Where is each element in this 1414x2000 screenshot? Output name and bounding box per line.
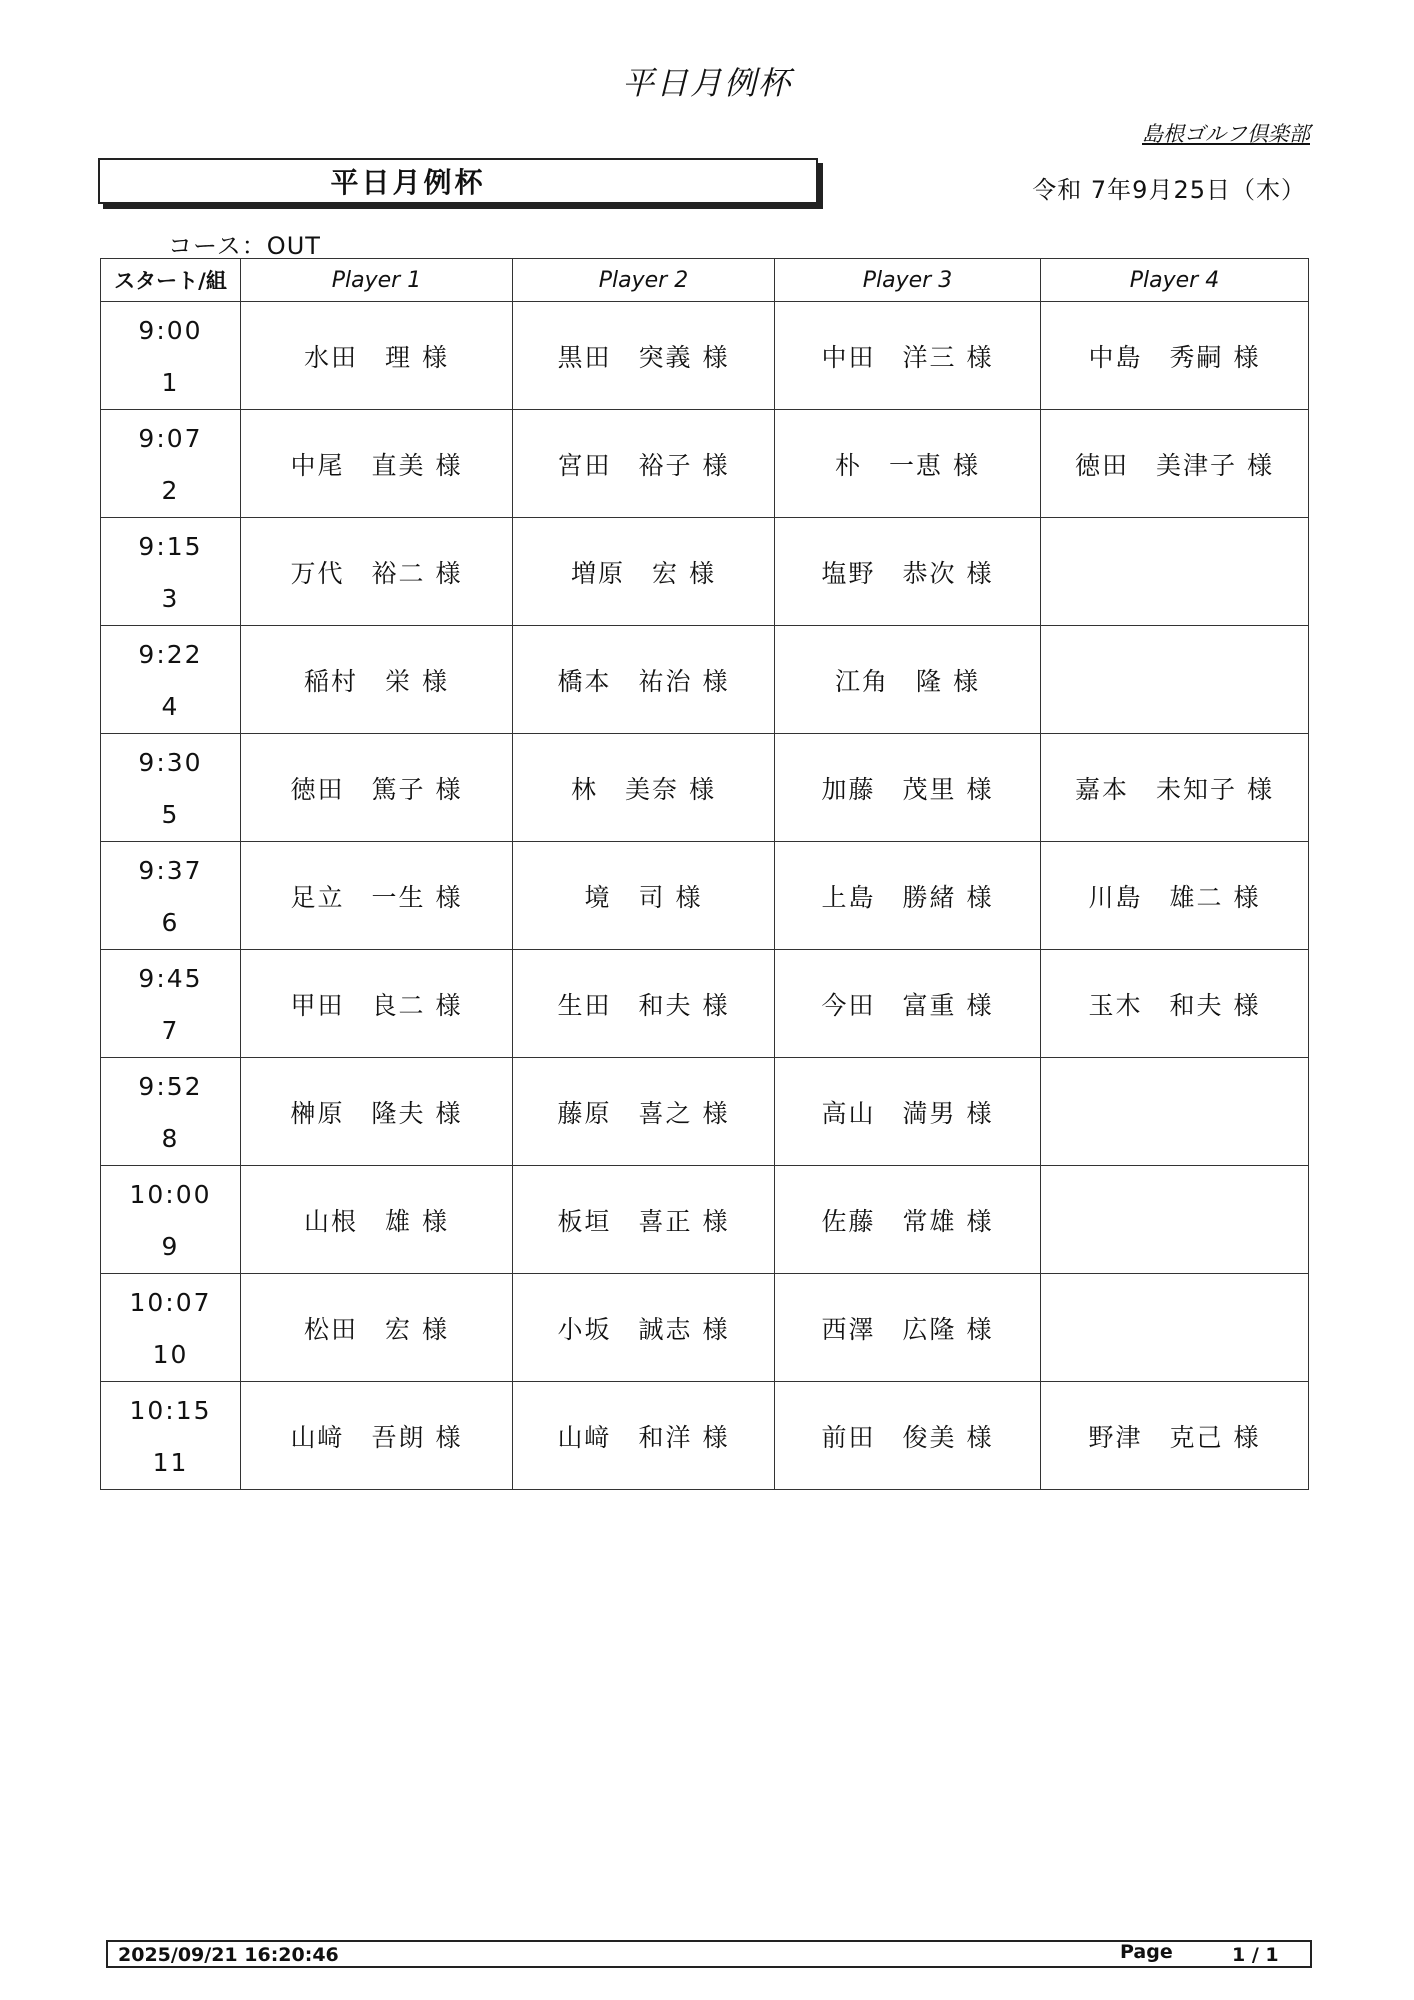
group-number: 8 [161, 1124, 180, 1153]
printed-timestamp: 2025/09/21 16:20:46 [118, 1944, 339, 1966]
table-row [101, 626, 1309, 734]
group-number: 5 [161, 800, 180, 829]
event-date: 令和 7年9月25日（木） [1032, 176, 1306, 204]
start-time: 9:37 [138, 856, 203, 885]
player-cell: 山﨑 吾朗 様 [241, 1382, 513, 1490]
player-cell [1041, 518, 1309, 626]
player-cell: 嘉本 未知子 様 [1041, 734, 1309, 842]
event-title-box [98, 158, 818, 204]
group-number: 6 [161, 908, 180, 937]
player-cell: 林 美奈 様 [513, 734, 775, 842]
player-cell: 中田 洋三 様 [775, 302, 1041, 410]
player-cell: 徳田 美津子 様 [1041, 410, 1309, 518]
table-row [101, 1274, 1309, 1382]
player-cell: 佐藤 常雄 様 [775, 1166, 1041, 1274]
group-number: 1 [161, 368, 180, 397]
table-row [101, 842, 1309, 950]
player-cell: 今田 富重 様 [775, 950, 1041, 1058]
player-cell: 小坂 誠志 様 [513, 1274, 775, 1382]
club-name: 島根ゴルフ倶楽部 [1142, 122, 1310, 146]
group-number: 9 [161, 1232, 180, 1261]
start-cell [101, 842, 241, 950]
player-cell [1041, 1058, 1309, 1166]
player-cell: 徳田 篤子 様 [241, 734, 513, 842]
start-time: 10:00 [129, 1180, 212, 1209]
start-time: 10:15 [129, 1396, 212, 1425]
player-cell: 増原 宏 様 [513, 518, 775, 626]
start-table [100, 258, 1309, 1490]
player-cell: 生田 和夫 様 [513, 950, 775, 1058]
table-row [101, 950, 1309, 1058]
player-cell: 中尾 直美 様 [241, 410, 513, 518]
start-cell [101, 950, 241, 1058]
group-number: 3 [161, 584, 180, 613]
player-cell: 玉木 和夫 様 [1041, 950, 1309, 1058]
group-number: 10 [152, 1340, 189, 1369]
page-number: 1 / 1 [1232, 1944, 1279, 1966]
start-time: 9:07 [138, 424, 203, 453]
start-cell [101, 1166, 241, 1274]
start-time: 9:52 [138, 1072, 203, 1101]
page-label: Page [1120, 1941, 1173, 1963]
table-row [101, 1058, 1309, 1166]
player-cell: 山﨑 和洋 様 [513, 1382, 775, 1490]
player-cell: 上島 勝緒 様 [775, 842, 1041, 950]
group-number: 7 [161, 1016, 180, 1045]
player-cell: 川島 雄二 様 [1041, 842, 1309, 950]
player-cell: 万代 裕二 様 [241, 518, 513, 626]
group-number: 4 [161, 692, 180, 721]
column-header-player-2: Player 2 [513, 259, 775, 302]
player-cell: 松田 宏 様 [241, 1274, 513, 1382]
document-title: 平日月例杯 [621, 64, 792, 102]
player-cell: 宮田 裕子 様 [513, 410, 775, 518]
table-row [101, 1166, 1309, 1274]
event-title: 平日月例杯 [330, 166, 486, 199]
start-time: 9:22 [138, 640, 203, 669]
player-cell: 水田 理 様 [241, 302, 513, 410]
table-header-row [101, 259, 1309, 302]
start-cell [101, 1274, 241, 1382]
column-header-start: スタート/組 [101, 259, 241, 302]
player-cell: 高山 満男 様 [775, 1058, 1041, 1166]
table-row [101, 1382, 1309, 1490]
table-row [101, 734, 1309, 842]
start-time: 10:07 [129, 1288, 212, 1317]
start-cell [101, 626, 241, 734]
player-cell: 甲田 良二 様 [241, 950, 513, 1058]
start-time: 9:45 [138, 964, 203, 993]
player-cell: 朴 一恵 様 [775, 410, 1041, 518]
start-cell [101, 1058, 241, 1166]
player-cell: 山根 雄 様 [241, 1166, 513, 1274]
table-row [101, 302, 1309, 410]
player-cell [1041, 1166, 1309, 1274]
player-cell: 加藤 茂里 様 [775, 734, 1041, 842]
player-cell: 前田 俊美 様 [775, 1382, 1041, 1490]
start-time: 9:00 [138, 316, 203, 345]
player-cell: 足立 一生 様 [241, 842, 513, 950]
footer [106, 1940, 1312, 1968]
column-header-player-3: Player 3 [775, 259, 1041, 302]
player-cell: 橋本 祐治 様 [513, 626, 775, 734]
player-cell: 野津 克己 様 [1041, 1382, 1309, 1490]
group-number: 11 [152, 1448, 189, 1477]
column-header-player-4: Player 4 [1041, 259, 1309, 302]
table-row [101, 410, 1309, 518]
start-cell [101, 410, 241, 518]
player-cell: 稲村 栄 様 [241, 626, 513, 734]
player-cell: 板垣 喜正 様 [513, 1166, 775, 1274]
player-cell: 江角 隆 様 [775, 626, 1041, 734]
player-cell: 西澤 広隆 様 [775, 1274, 1041, 1382]
player-cell: 榊原 隆夫 様 [241, 1058, 513, 1166]
column-header-player-1: Player 1 [241, 259, 513, 302]
course-label: コース：OUT [168, 232, 321, 260]
start-cell [101, 302, 241, 410]
start-time: 9:15 [138, 532, 203, 561]
player-cell: 藤原 喜之 様 [513, 1058, 775, 1166]
player-cell [1041, 1274, 1309, 1382]
player-cell [1041, 626, 1309, 734]
player-cell: 境 司 様 [513, 842, 775, 950]
player-cell: 塩野 恭次 様 [775, 518, 1041, 626]
player-cell: 中島 秀嗣 様 [1041, 302, 1309, 410]
start-cell [101, 518, 241, 626]
table-row [101, 518, 1309, 626]
start-cell [101, 1382, 241, 1490]
group-number: 2 [161, 476, 180, 505]
start-cell [101, 734, 241, 842]
start-time: 9:30 [138, 748, 203, 777]
player-cell: 黒田 突義 様 [513, 302, 775, 410]
